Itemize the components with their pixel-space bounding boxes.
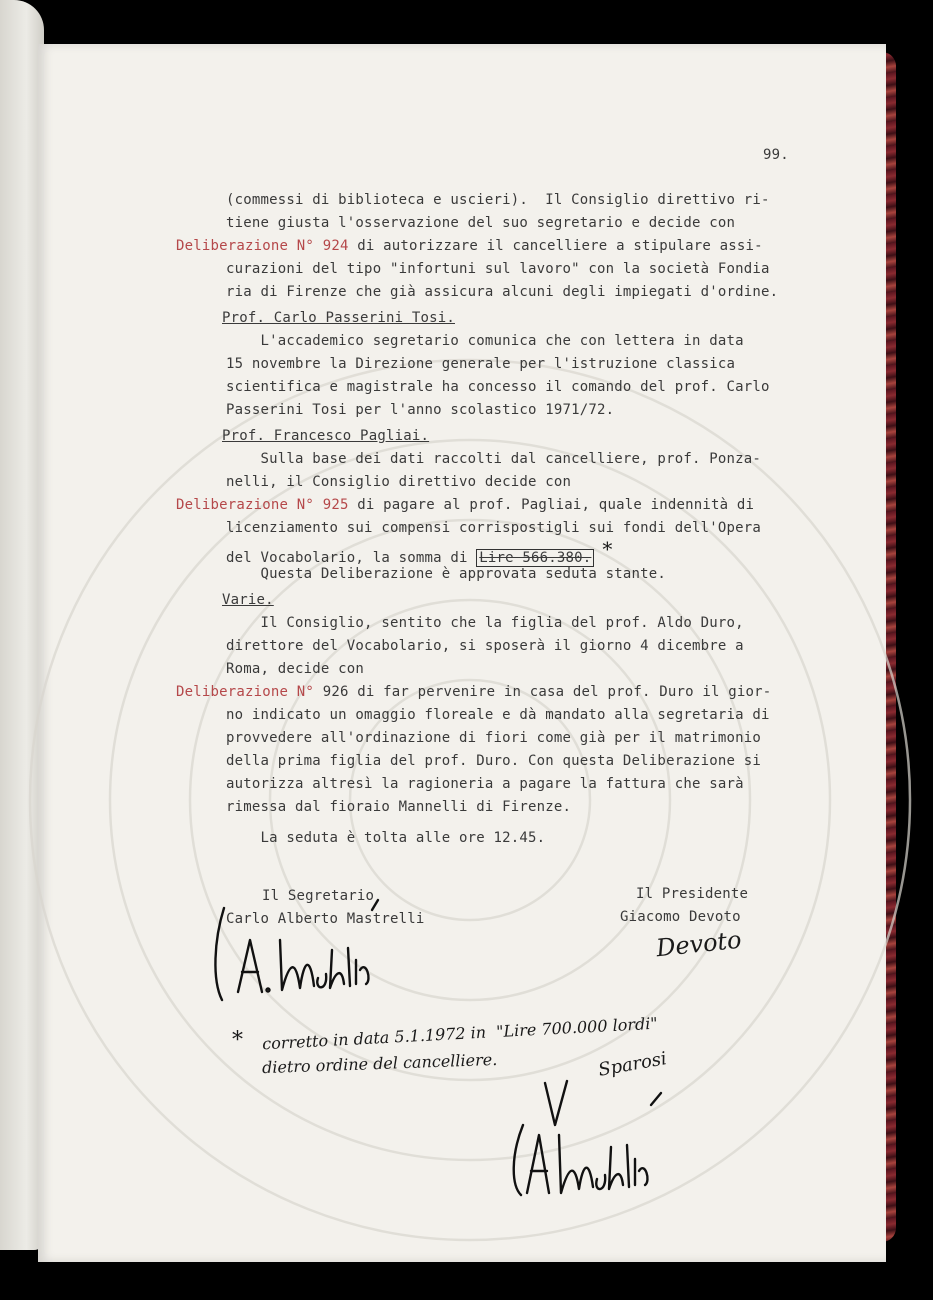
devoto-signature: Devoto [654,925,743,963]
text-line: rimessa dal fioraio Mannelli di Firenze. [226,799,572,815]
text-line: della prima figlia del prof. Duro. Con questa Deliberazione si [226,753,761,769]
text-fragment: di pagare al prof. Pagliai, quale indennità di [348,497,755,513]
segretario-name: Carlo Alberto Mastrelli [226,911,425,927]
mastrelli-signature-2 [505,1075,675,1205]
text-line: direttore del Vocabolario, si sposerà il giorno 4 dicembre a [226,638,744,654]
text-fragment: 926 di far pervenire in casa del prof. Duro il gior- [314,684,772,700]
deliberation-925-line [176,497,754,513]
section-heading: Varie. [222,592,274,608]
note-asterisk: * [232,1028,243,1053]
deliberation-926-line [176,684,771,700]
text-line: scientifica e magistrale ha concesso il comando del prof. Carlo [226,379,770,395]
presidente-name: Giacomo Devoto [620,909,741,925]
text-line: Sulla base dei dati raccolti dal cancelliere, prof. Ponza- [226,451,761,467]
text-line: ria di Firenze che già assicura alcuni degli impiegati d'ordine. [226,284,779,300]
section-heading: Prof. Carlo Passerini Tosi. [222,310,455,326]
amount-struck: Lire 566.380. [476,549,594,567]
closing-line: La seduta è tolta alle ore 12.45. [226,830,546,846]
note-line2: dietro ordine del cancelliere. [261,1049,498,1078]
text-line: (commessi di biblioteca e uscieri). Il Consiglio direttivo ri- [226,192,770,208]
text-line: Roma, decide con [226,661,365,677]
correction-asterisk: * [602,537,613,561]
text-line: licenziamento sui compensi corrispostigli sui fondi dell'Opera [226,520,761,536]
note-line1: corretto in data 5.1.1972 in "Lire 700.000 lordi" [261,1013,659,1054]
deliberation-label: Deliberazione N° [176,684,315,700]
text-line: 15 novembre la Direzione generale per l'istruzione classica [226,356,736,372]
page-number: 99. [763,147,789,163]
text-fragment: di autorizzare il cancelliere a stipulare assi- [348,238,763,254]
text-line: tiene giusta l'osservazione del suo segretario e decide con [226,215,736,231]
mastrelli-signature [210,900,380,1010]
segretario-title: Il Segretario [262,888,375,904]
note-initials: Sparosi [596,1048,669,1081]
section-heading: Prof. Francesco Pagliai. [222,428,430,444]
text-line: nelli, il Consiglio direttivo decide con [226,474,572,490]
deliberation-label: Deliberazione N° 924 [176,238,349,254]
amount-line [226,537,613,567]
text-line: L'accademico segretario comunica che con lettera in data [226,333,744,349]
deliberation-label: Deliberazione N° 925 [176,497,349,513]
text-line: provvedere all'ordinazione di fiori come già per il matrimonio [226,730,761,746]
text-line: no indicato un omaggio floreale e dà mandato alla segretaria di [226,707,770,723]
presidente-title: Il Presidente [636,886,749,902]
text-line: Questa Deliberazione è approvata seduta stante. [226,566,667,582]
text-line: curazioni del tipo "infortuni sul lavoro" con la società Fondia [226,261,770,277]
text-line: Il Consiglio, sentito che la figlia del prof. Aldo Duro, [226,615,744,631]
text-line: autorizza altresì la ragioneria a pagare la fattura che sarà [226,776,744,792]
text-fragment: del Vocabolario, la somma di [226,550,477,566]
deliberation-924-line [176,238,763,254]
text-line: Passerini Tosi per l'anno scolastico 1971/72. [226,402,615,418]
